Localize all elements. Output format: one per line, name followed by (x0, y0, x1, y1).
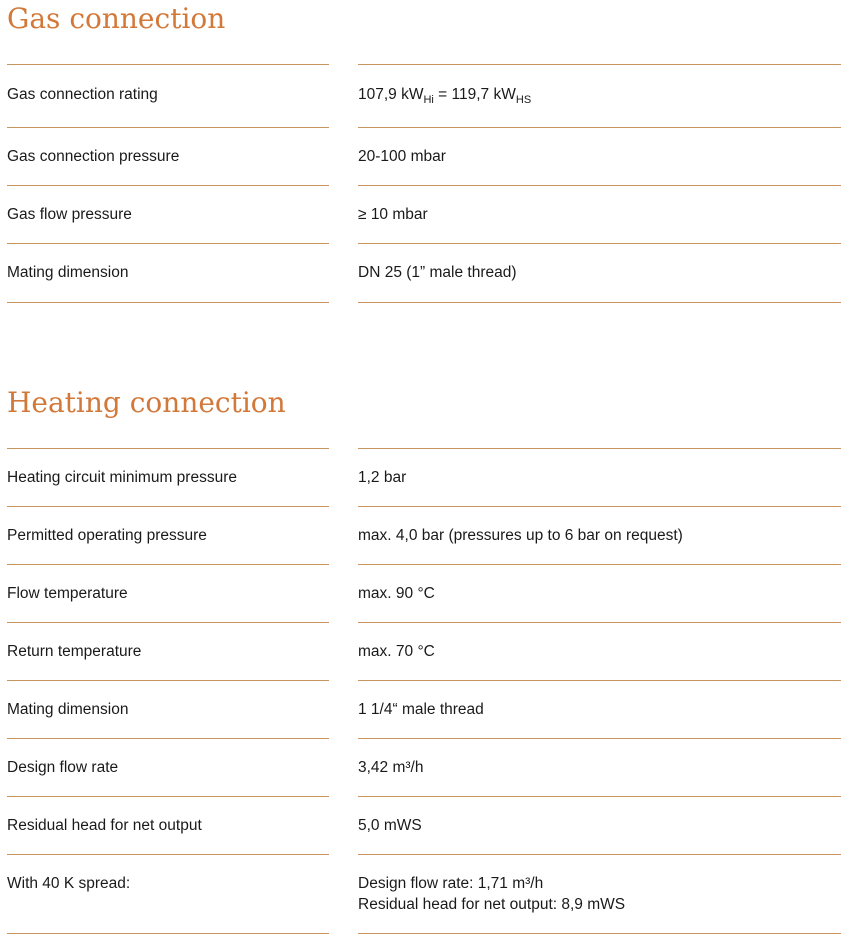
table-divider (358, 854, 841, 855)
row-label: Mating dimension (7, 701, 129, 718)
row-label: With 40 K spread: (7, 875, 131, 892)
table-divider (358, 302, 841, 303)
row-label: Flow temperature (7, 585, 128, 602)
row-value: 20-100 mbar (358, 148, 446, 165)
table-divider (358, 622, 841, 623)
row-value-line: Residual head for net output: 8,9 mWS (358, 896, 626, 913)
table-divider (7, 738, 329, 739)
table-divider (7, 243, 329, 244)
table-divider (7, 564, 329, 565)
table-divider (7, 506, 329, 507)
row-value: max. 70 °C (358, 643, 435, 660)
table-divider (7, 302, 329, 303)
row-value: 1,2 bar (358, 469, 407, 486)
row-value: ≥ 10 mbar (358, 206, 428, 223)
table-divider (358, 185, 841, 186)
row-value: max. 4,0 bar (pressures up to 6 bar on request) (358, 527, 683, 544)
table-divider (7, 448, 329, 449)
table-divider (7, 622, 329, 623)
row-value: 1 1/4“ male thread (358, 701, 484, 718)
table-divider (358, 127, 841, 128)
row-label: Return temperature (7, 643, 142, 660)
row-label: Design flow rate (7, 759, 119, 776)
table-divider (7, 854, 329, 855)
table-divider (358, 448, 841, 449)
row-value: 107,9 $kW_{Hi} = 119,7$ $kW_{HS}$ (358, 86, 532, 106)
row-value: 3,42 m³/h (358, 759, 424, 776)
table-divider (358, 243, 841, 244)
row-value: 5,0 mWS (358, 817, 422, 834)
row-value: max. 90 °C (358, 585, 435, 602)
row-label: Mating dimension (7, 264, 129, 281)
row-label: Heating circuit minimum pressure (7, 469, 237, 486)
row-label: Gas connection pressure (7, 148, 180, 165)
table-divider (7, 796, 329, 797)
row-value-line: Design flow rate: 1,71 m³/h (358, 875, 544, 892)
table-divider (358, 680, 841, 681)
row-label: Gas connection rating (7, 86, 158, 103)
table-divider (358, 933, 841, 934)
table-divider (7, 933, 329, 934)
row-label: Gas flow pressure (7, 206, 132, 223)
table-divider (358, 64, 841, 65)
heating-section-title: Heating connection (7, 386, 286, 419)
row-label: Residual head for net output (7, 817, 202, 834)
table-divider (7, 127, 329, 128)
table-divider (7, 680, 329, 681)
table-divider (7, 64, 329, 65)
table-divider (358, 796, 841, 797)
table-divider (358, 738, 841, 739)
table-divider (358, 564, 841, 565)
row-value: DN 25 (1” male thread) (358, 264, 517, 281)
gas-section-title: Gas connection (7, 2, 226, 35)
row-label: Permitted operating pressure (7, 527, 207, 544)
table-divider (358, 506, 841, 507)
table-divider (7, 185, 329, 186)
